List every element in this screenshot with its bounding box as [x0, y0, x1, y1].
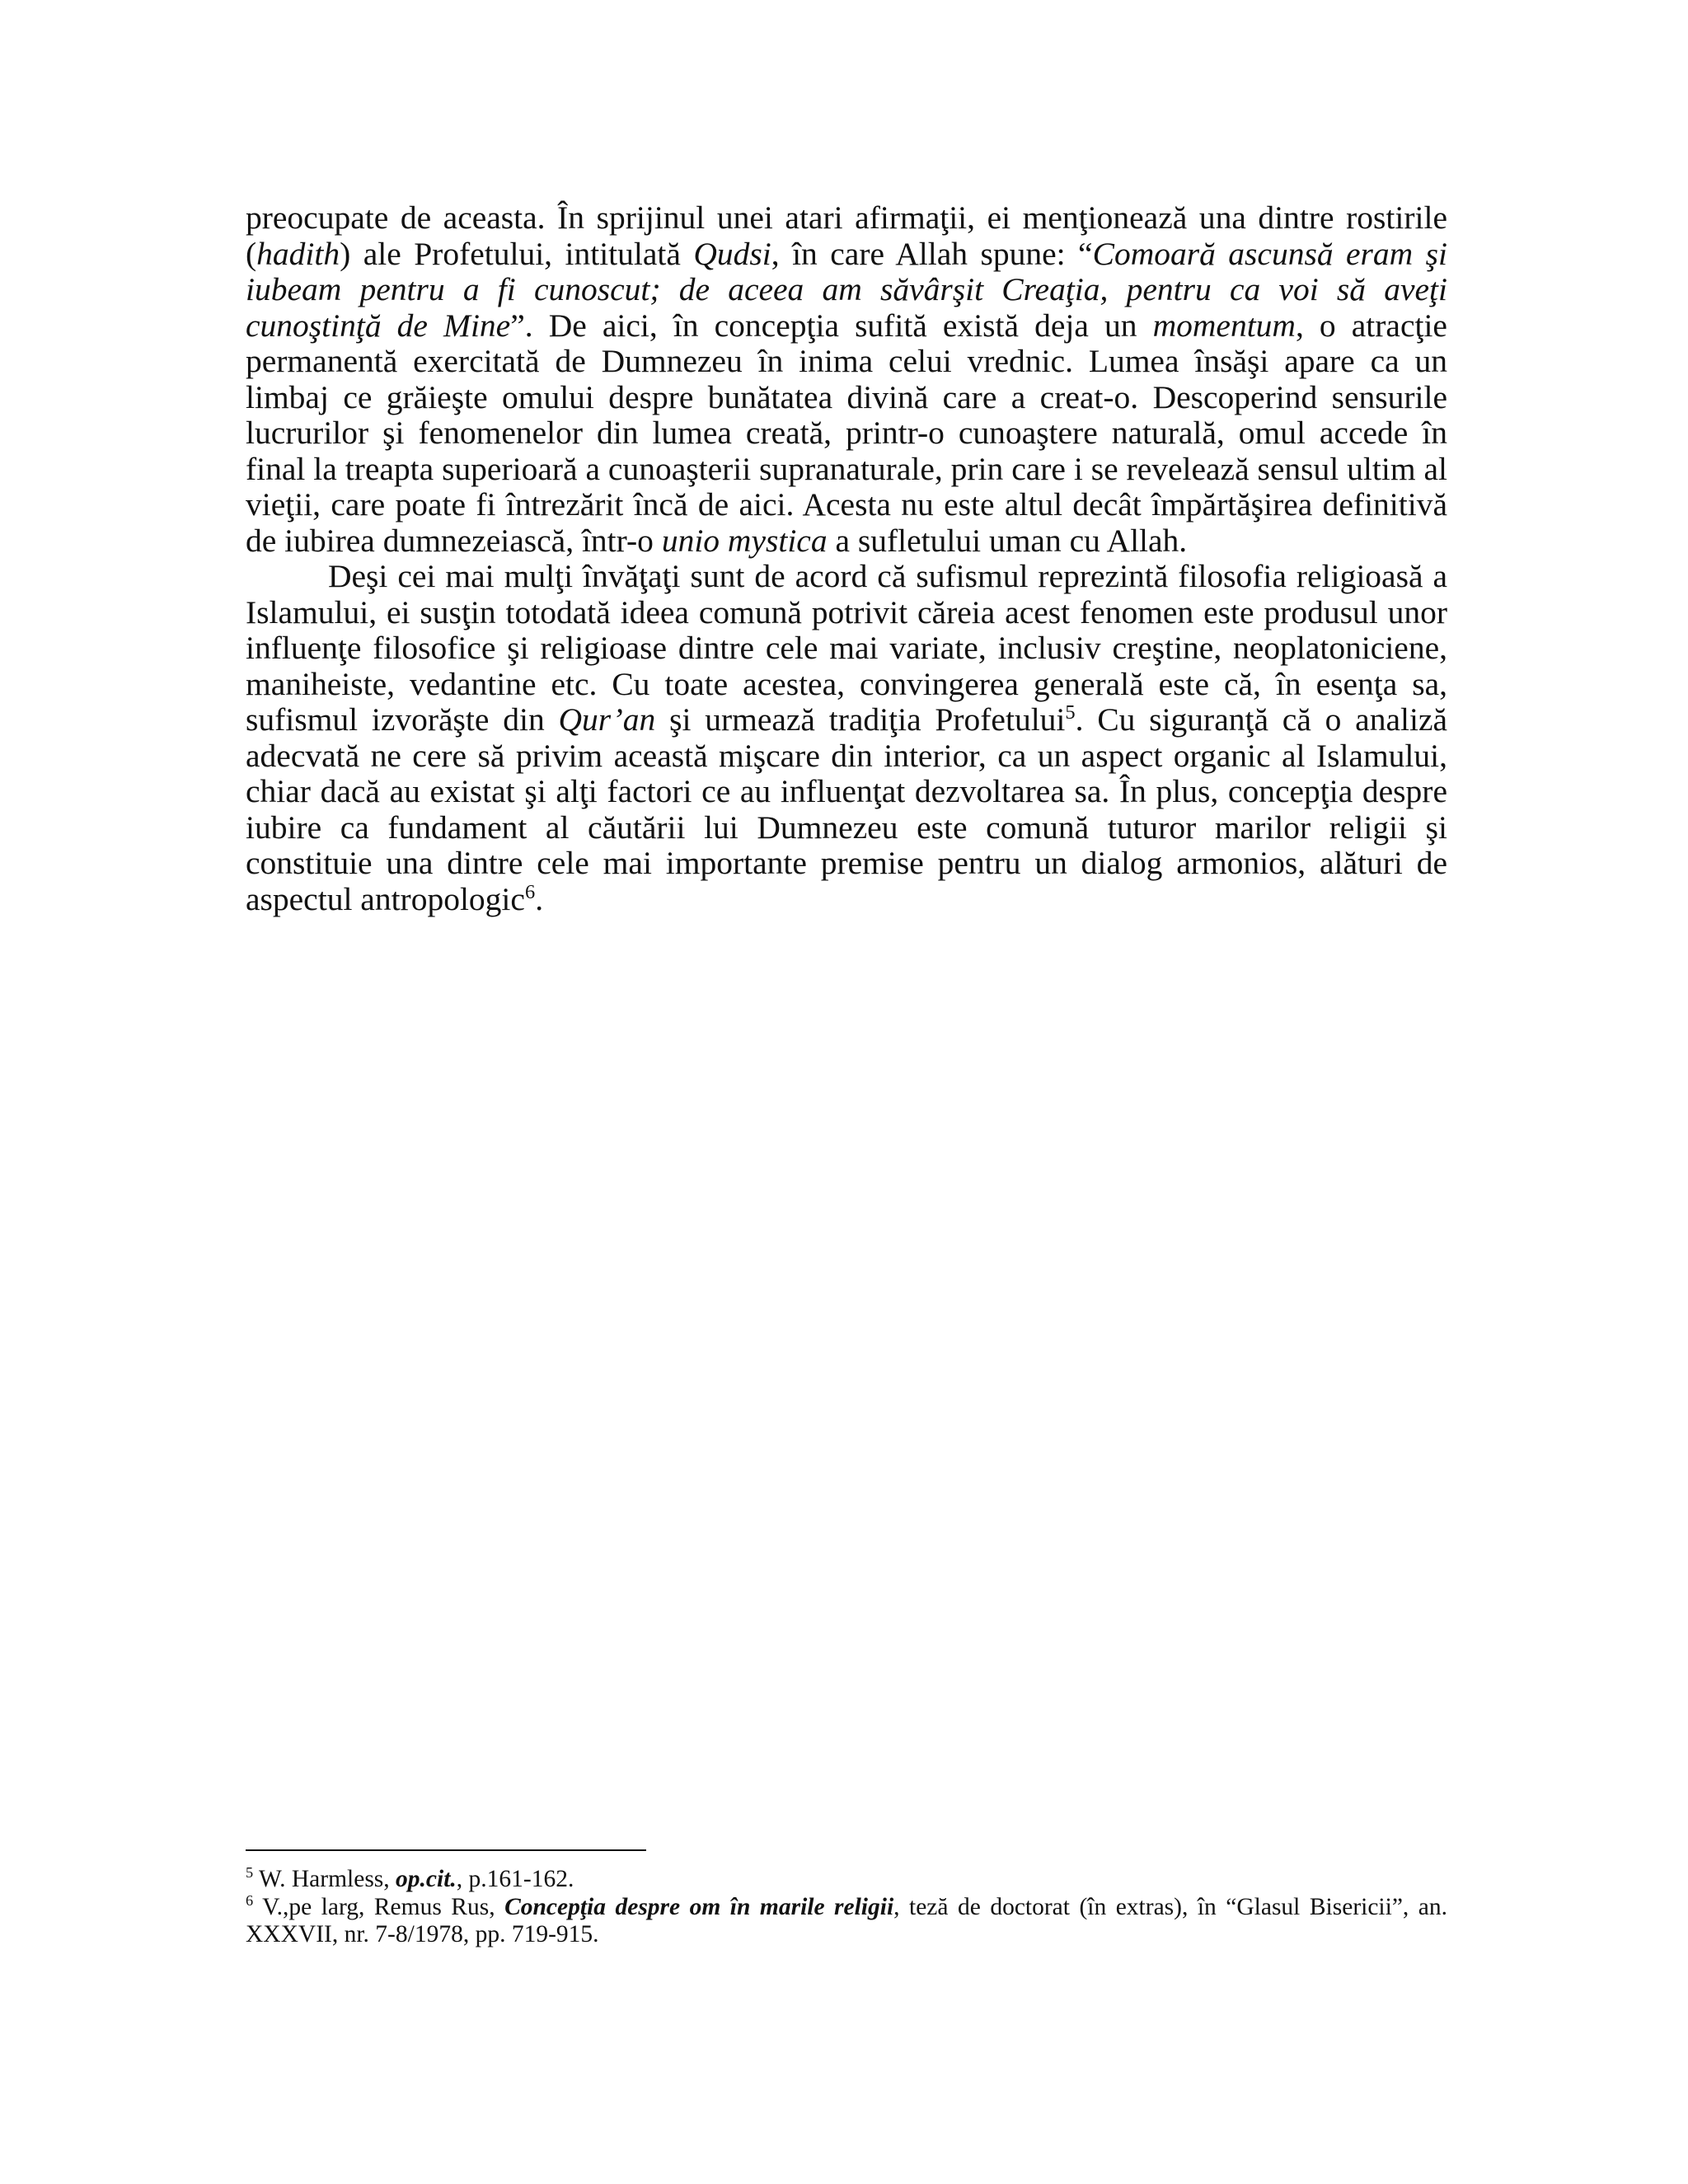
footnote-number-6: 6 [246, 1891, 254, 1909]
footnote-6: $^6$ V.,pe larg, Remus Rus, Concepţia despre om în marile religii, teză de doctorat (în extras), în “Glasul Bisericii”, an. XXXVII, nr. 7-8/1978, pp. 719-915. [246, 1891, 1447, 1947]
footnote-5-title: op.cit. [396, 1866, 457, 1892]
qudsi-term: Qudsi [693, 235, 771, 272]
paragraph-1: preocupate de aceasta. În sprijinul unei atari afirmaţii, ei menţionează una dintre rostirile (hadith) ale Profetului, intitulată Qudsi, în care Allah spune: “Comoară ascunsă eram şi iubeam pentru a fi cunoscut; de aceea am săvârşit Creaţia, pentru ca voi să aveţi cunoştinţă de Mine”. De aici, în concepţia sufită există deja un momentum, o atracţie permanentă exercitată de Dumnezeu în inima celui vrednic. Lumea însăşi apare ca un limbaj ce grăieşte omului despre bunătatea divină care a creat-o. Descoperind sensurile lucrurilor şi fenomenelor din lumea creată, printr-o cunoaştere naturală, omul accede în final la treapta superioară a cunoaşterii supranaturale, prin care i se revelează sensul ultim al vieţii, care poate fi întrezărit încă de aici. Acesta nu este altul decât împărtăşirea definitivă de iubirea dumnezeiască, într-o unio mystica a sufletului uman cu Allah. [246, 199, 1447, 559]
footnotes [246, 1866, 1447, 1949]
footnote-ref-5[interactable]: 5 [1065, 701, 1076, 724]
hadith-quote: Comoară ascunsă eram şi iubeam pentru a fi cunoscut; de aceea am săvârşit Creaţia, pentru ca voi să aveţi cunoştinţă de Mine [246, 235, 1447, 344]
footnote-5: $^5$ W. Harmless, op.cit., p.161-162. [246, 1864, 574, 1892]
body-text [246, 200, 1447, 917]
footnote-number-5: 5 [246, 1864, 254, 1882]
footnote-6-title: Concepţia despre om în marile religii [504, 1893, 894, 1920]
footnote-separator [246, 1849, 646, 1851]
quran-term: Qur’an [558, 701, 656, 738]
momentum-term: momentum [1152, 307, 1296, 344]
paragraph-2: Deşi cei mai mulţi învăţaţi sunt de acord că sufismul reprezintă filosofia religioasă a Islamului, ei susţin totodată ideea comună potrivit căreia acest fenomen este produsul unor influenţe filosofice şi religioase dintre cele mai variate, inclusiv creştine, neoplatoniciene, maniheiste, vedantine etc. Cu toate acestea, convingerea generală este că, în esenţa sa, sufismul izvorăşte din Qur’an şi urmează tradiţia Profetului$^5$. Cu siguranţă că o analiză adecvată ne cere să privim această mişcare din interior, ca un aspect organic al Islamului, chiar dacă au existat şi alţi factori ce au influenţat dezvoltarea sa. În plus, concepţia despre iubire ca fundament al căutării lui Dumnezeu este comună tuturor marilor religii şi constituie una dintre cele mai importante premise pentru un dialog armonios, alături de aspectul antropologic$^6$. [246, 558, 1448, 917]
unio-mystica-term: unio mystica [661, 522, 828, 559]
footnote-ref-6[interactable]: 6 [524, 880, 536, 903]
hadith-term: hadith [256, 235, 340, 272]
